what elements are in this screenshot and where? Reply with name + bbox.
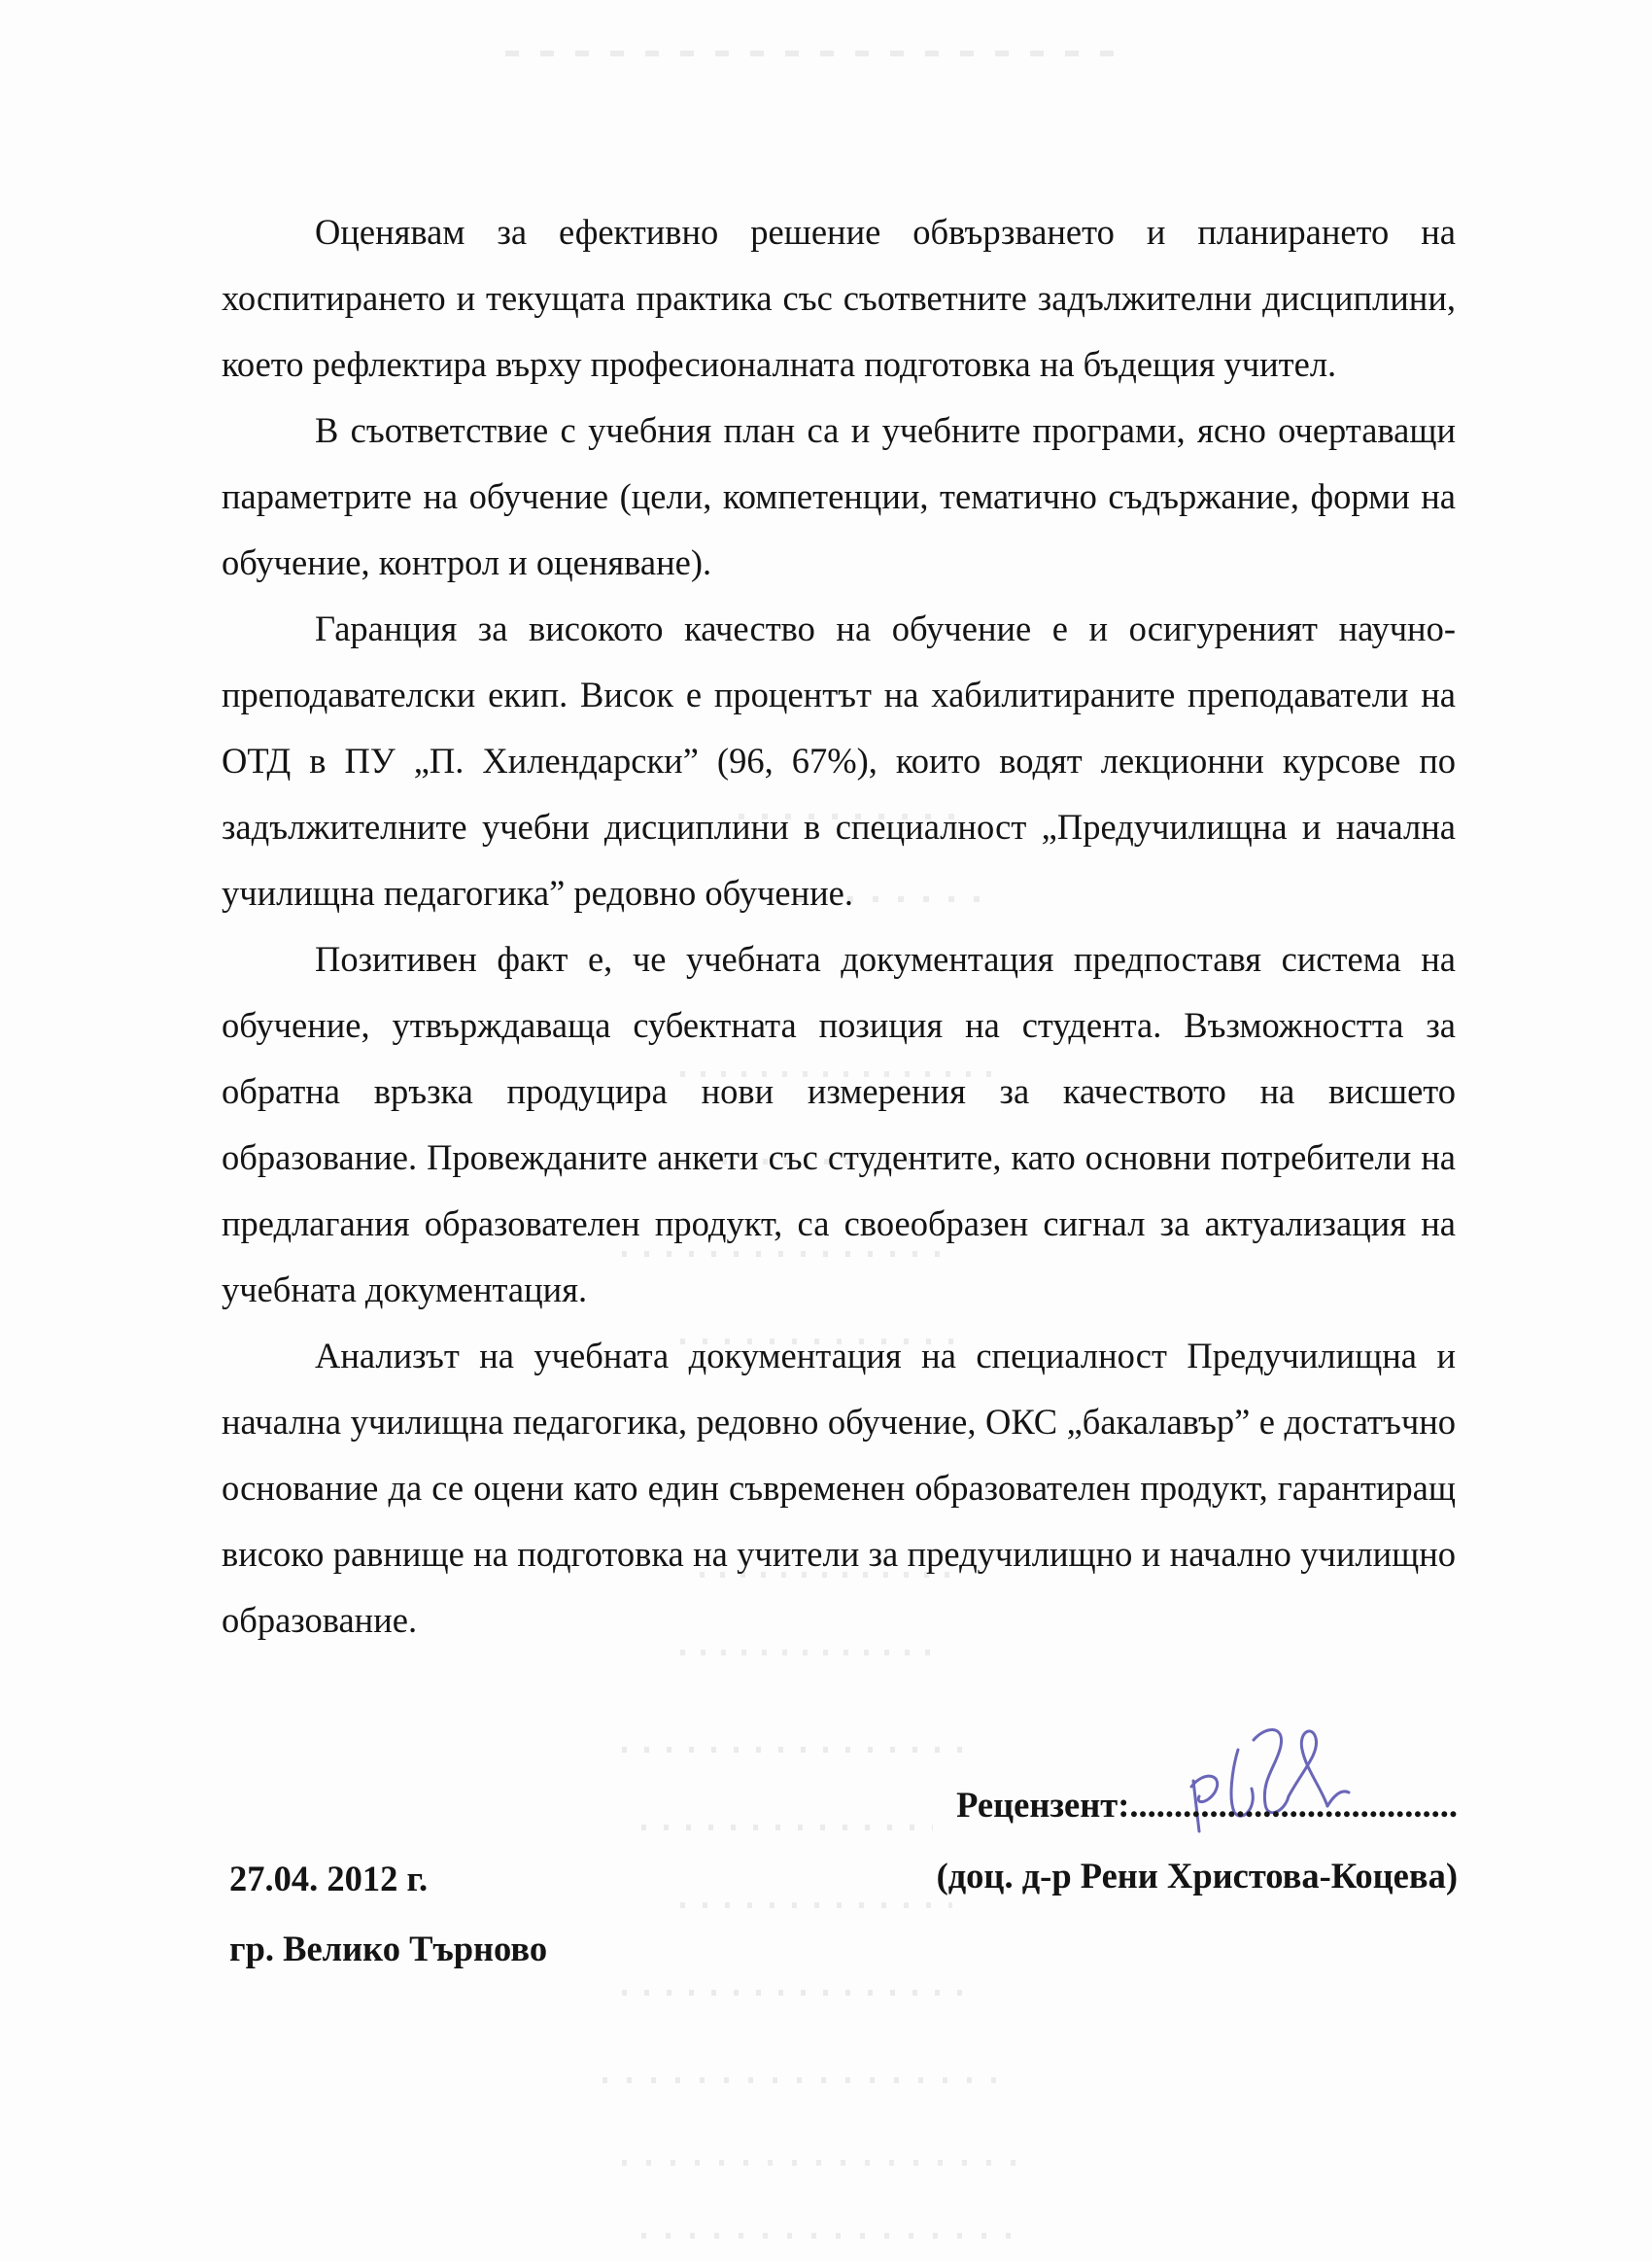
reviewer-name: (доц. д-р Рени Христова-Коцева) <box>936 1856 1458 1896</box>
paragraph-conclusion: Анализът на учебната документация на специалност Предучилищна и начална училищна педагогика, редовно обучение, ОКС „бакалавър” е достатъчно основание да се оцени като един съвременен образователен продукт, гарантиращ високо равнище на подготовка на учители за предучилищно и начално училищно образование. <box>222 1336 1456 1640</box>
document-date: 27.04. 2012 г. <box>229 1859 429 1898</box>
review-body <box>222 199 1456 1653</box>
paragraph-teaching-staff: Гаранция за високото качество на обучение е и осигуреният научно-преподавателски екип. Висок е процентът на хабилитираните преподаватели на ОТД в ПУ „П. Хилендарски” (96, 67%), които водят лекционни курсове по задължителните учебни дисциплини в специалност „Предучилищна и начална училищна педагогика” редовно обучение. <box>222 609 1456 913</box>
paragraph-curricula: В съответствие с учебния план са и учебните програми, ясно очертаващи параметрите на обучение (цели, компетенции, тематично съдържание, форми на обучение, контрол и оценяване). <box>222 410 1456 582</box>
document-city: гр. Велико Търново <box>229 1929 548 1968</box>
paragraph-practice-planning: Оценявам за ефективно решение обвързването и планирането на хоспитирането и текущата практика със съответните задължителни дисциплини, което рефлектира върху професионалната подготовка на бъдещия учител. <box>222 212 1456 384</box>
reviewer-label: Рецензент:..................................... <box>956 1785 1458 1825</box>
paragraph-feedback: Позитивен факт е, че учебната документация предпоставя система на обучение, утвърждаваща субектната позиция на студента. Възможността за обратна връзка продуцира нови измерения за качеството на висшето образование. Провежданите анкети със студентите, като основни потребители на предлагания образователен продукт, са своеобразен сигнал за актуализация на учебната документация. <box>222 939 1456 1309</box>
